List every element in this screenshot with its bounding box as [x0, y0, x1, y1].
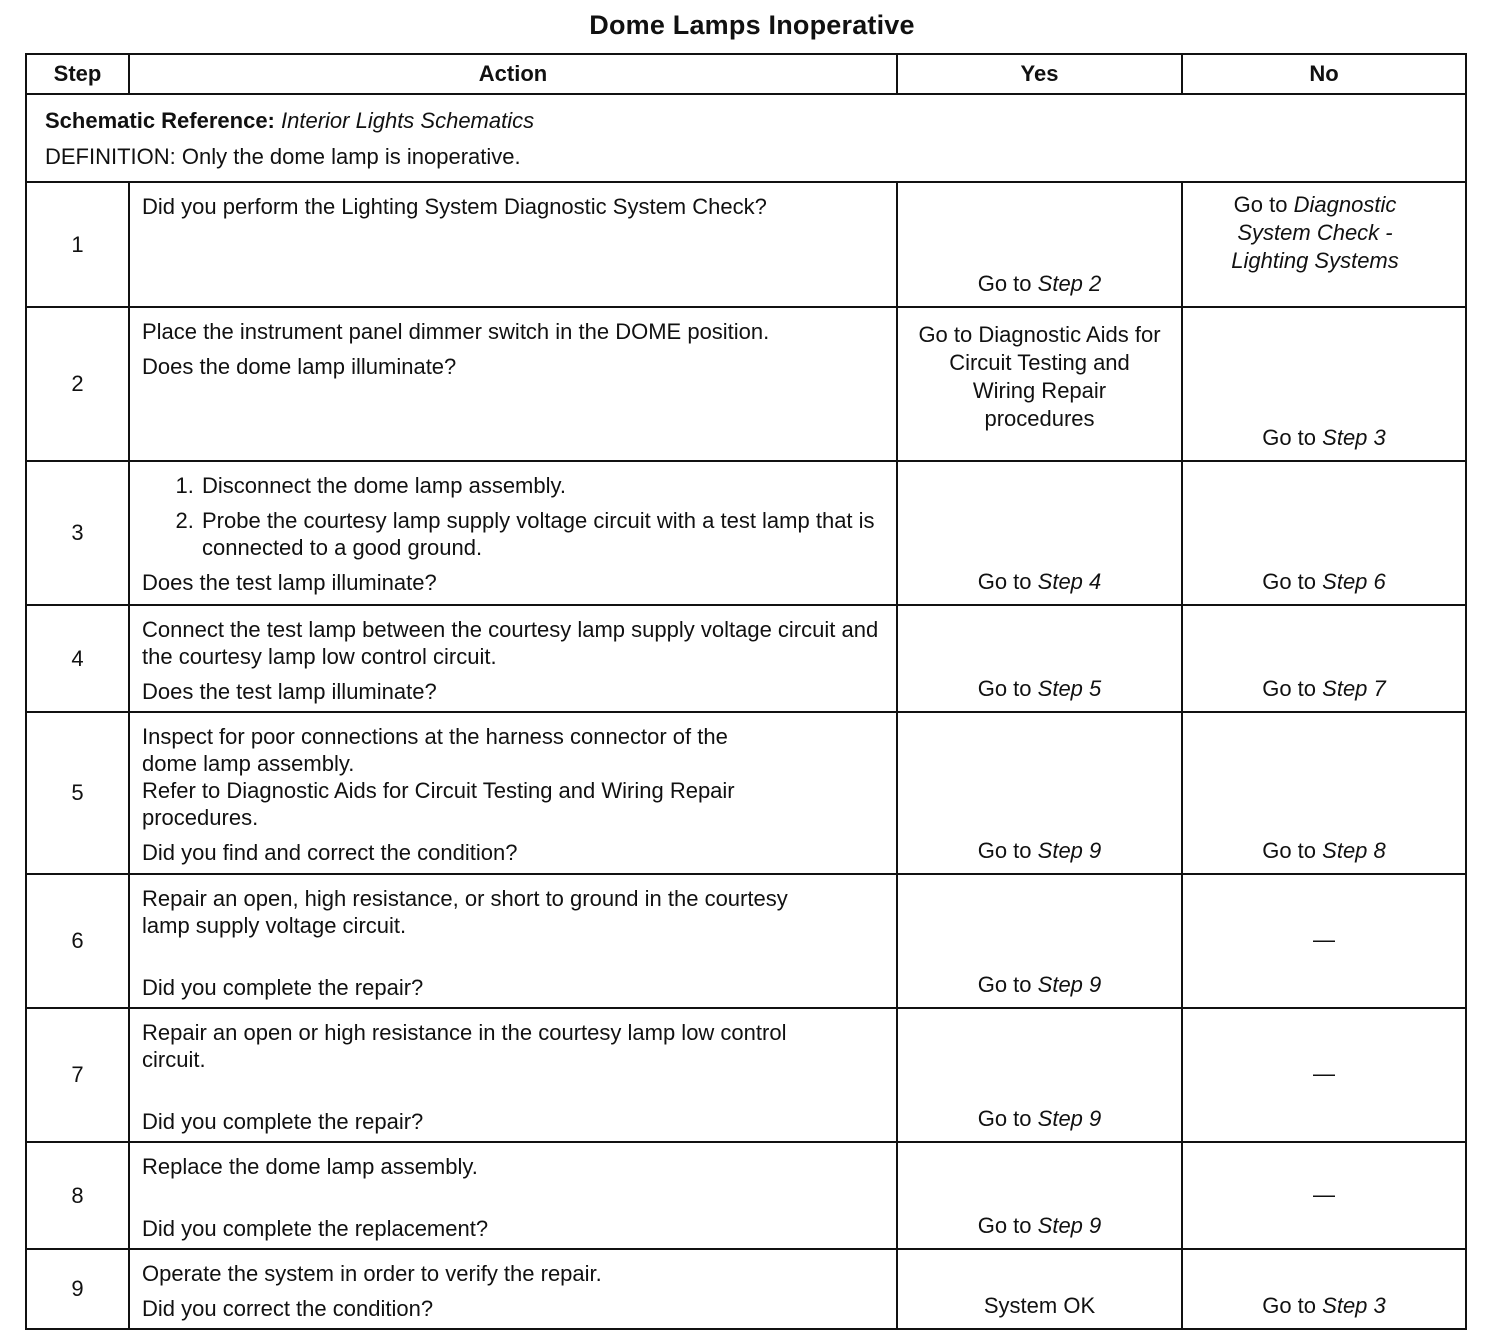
- yes-prefix: Go to: [977, 972, 1032, 997]
- no-link[interactable]: Step 7: [1322, 676, 1386, 701]
- header-row: [26, 54, 1466, 94]
- table-row: [26, 605, 1466, 712]
- no-link[interactable]: Step 6: [1322, 569, 1386, 594]
- step-number: 6: [26, 874, 129, 1008]
- schematic-reference-link[interactable]: Interior Lights Schematics: [281, 108, 535, 133]
- diagnostic-table: [25, 53, 1467, 1330]
- yes-link[interactable]: Step 9: [1037, 1213, 1102, 1238]
- list-item: 2. Probe the courtesy lamp supply voltage circuit with a test lamp that is connected to a good ground.: [200, 507, 882, 561]
- no-cell: [1182, 1249, 1466, 1329]
- no-cell-empty: —: [1182, 874, 1466, 1008]
- step-number: 7: [26, 1008, 129, 1142]
- action-question: Did you complete the repair?: [142, 975, 424, 1000]
- no-cell: [1182, 182, 1466, 307]
- action-question: Did you complete the replacement?: [142, 1216, 489, 1241]
- no-cell-empty: —: [1182, 1008, 1466, 1142]
- schematic-reference-row: [26, 94, 1466, 182]
- yes-prefix: Go to: [977, 569, 1032, 594]
- action-text: Did you perform the Lighting System Diagnostic System Check?: [142, 194, 767, 219]
- header-step: Step: [26, 54, 129, 94]
- no-link[interactable]: Step 3: [1322, 425, 1386, 450]
- yes-cell: [897, 712, 1182, 874]
- yes-link[interactable]: Step 2: [1037, 271, 1102, 296]
- yes-cell: [897, 1142, 1182, 1249]
- yes-prefix: Go to: [977, 1106, 1032, 1131]
- yes-prefix: Go to: [977, 271, 1032, 296]
- step-number: 3: [26, 461, 129, 605]
- action-text: Place the instrument panel dimmer switch in the DOME position.: [142, 319, 770, 344]
- action-cell: [129, 182, 897, 307]
- action-cell: [129, 1142, 897, 1249]
- action-reference: Refer to Diagnostic Aids for Circuit Testing and Wiring Repair procedures.: [142, 778, 735, 830]
- yes-link[interactable]: Step 5: [1037, 676, 1102, 701]
- definition-text: DEFINITION: Only the dome lamp is inoperative.: [45, 144, 521, 169]
- step-number: 8: [26, 1142, 129, 1249]
- action-text: Repair an open, high resistance, or short to ground in the courtesy lamp supply voltage circuit.: [142, 886, 788, 938]
- table-row: [26, 307, 1466, 461]
- yes-link[interactable]: Step 9: [1037, 1106, 1102, 1131]
- no-link[interactable]: Diagnostic System Check - Lighting Systems: [1231, 192, 1399, 273]
- table-row: [26, 712, 1466, 874]
- no-prefix: Go to: [1262, 838, 1317, 863]
- step-number: 9: [26, 1249, 129, 1329]
- no-cell-empty: —: [1182, 1142, 1466, 1249]
- schematic-reference-cell: [26, 94, 1466, 182]
- yes-prefix: Go to: [977, 838, 1032, 863]
- list-item: 1. Disconnect the dome lamp assembly.: [200, 472, 882, 499]
- no-cell: [1182, 307, 1466, 461]
- no-link[interactable]: Step 3: [1322, 1293, 1386, 1318]
- table-row: [26, 1008, 1466, 1142]
- action-text: Repair an open or high resistance in the courtesy lamp low control circuit.: [142, 1020, 787, 1072]
- yes-cell: [897, 874, 1182, 1008]
- no-cell: [1182, 712, 1466, 874]
- no-prefix: Go to: [1262, 569, 1317, 594]
- yes-link[interactable]: Go to Diagnostic Aids for Circuit Testing and Wiring Repair procedures: [918, 322, 1161, 431]
- table-row: [26, 182, 1466, 307]
- table-row: [26, 1249, 1466, 1329]
- page-title: Dome Lamps Inoperative: [589, 10, 915, 40]
- no-prefix: Go to: [1262, 676, 1317, 701]
- yes-link[interactable]: Step 9: [1037, 838, 1102, 863]
- action-steps-list: [142, 472, 882, 561]
- header-yes: Yes: [897, 54, 1182, 94]
- no-prefix: Go to: [1262, 1293, 1317, 1318]
- yes-result: System OK: [983, 1293, 1096, 1318]
- action-question: Does the test lamp illuminate?: [142, 570, 437, 595]
- yes-cell: [897, 1249, 1182, 1329]
- action-cell: [129, 874, 897, 1008]
- table-row: [26, 461, 1466, 605]
- no-prefix: Go to: [1233, 192, 1288, 217]
- action-cell: [129, 1008, 897, 1142]
- header-action: Action: [129, 54, 897, 94]
- action-question: Does the dome lamp illuminate?: [142, 354, 457, 379]
- no-cell: [1182, 605, 1466, 712]
- action-text: Inspect for poor connections at the harness connector of the dome lamp assembly.: [142, 724, 728, 776]
- yes-cell: [897, 1008, 1182, 1142]
- action-question: Did you complete the repair?: [142, 1109, 424, 1134]
- action-text: Replace the dome lamp assembly.: [142, 1154, 478, 1179]
- action-cell: [129, 1249, 897, 1329]
- no-cell: [1182, 461, 1466, 605]
- yes-prefix: Go to: [977, 1213, 1032, 1238]
- action-cell: [129, 307, 897, 461]
- yes-prefix: Go to: [977, 676, 1032, 701]
- yes-cell: [897, 605, 1182, 712]
- action-cell: [129, 605, 897, 712]
- action-cell: [129, 461, 897, 605]
- yes-cell: [897, 461, 1182, 605]
- table-row: [26, 1142, 1466, 1249]
- action-question: Does the test lamp illuminate?: [142, 679, 437, 704]
- yes-link[interactable]: Step 4: [1037, 569, 1102, 594]
- step-number: 5: [26, 712, 129, 874]
- table-row: [26, 874, 1466, 1008]
- yes-link[interactable]: Step 9: [1037, 972, 1102, 997]
- no-link[interactable]: Step 8: [1322, 838, 1386, 863]
- action-text: Connect the test lamp between the courtesy lamp supply voltage circuit and the courtesy lamp low control circuit.: [142, 617, 879, 669]
- action-text: Operate the system in order to verify the repair.: [142, 1261, 602, 1286]
- step-number: 4: [26, 605, 129, 712]
- action-cell: [129, 712, 897, 874]
- step-number: 1: [26, 182, 129, 307]
- yes-cell: [897, 307, 1182, 461]
- no-prefix: Go to: [1262, 425, 1317, 450]
- yes-cell: [897, 182, 1182, 307]
- action-question: Did you correct the condition?: [142, 1296, 434, 1321]
- header-no: No: [1182, 54, 1466, 94]
- schematic-reference-label: Schematic Reference:: [45, 108, 275, 133]
- step-number: 2: [26, 307, 129, 461]
- action-question: Did you find and correct the condition?: [142, 840, 518, 865]
